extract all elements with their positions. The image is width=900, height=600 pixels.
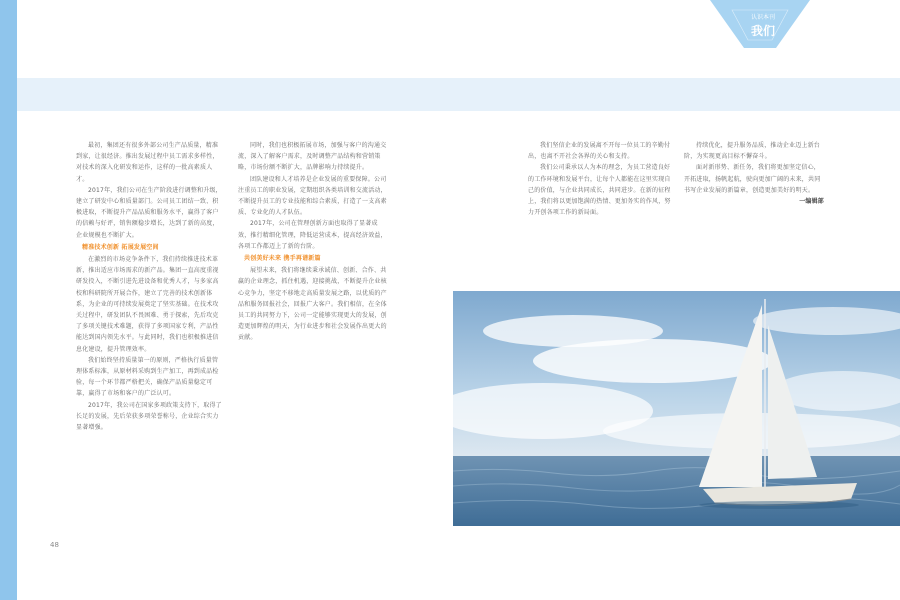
column-paragraph: 最初，集团还有很多外部公司生产品质量，精准到家，让很经济。推出发展过程中员工需求多样性，对技术的深入化研发和运作，这样的一批高素质人才。	[76, 142, 219, 183]
section-tab-title: 我们	[750, 24, 775, 38]
section-tab-label: 认识本刊	[750, 14, 775, 21]
text-column-3	[528, 140, 676, 290]
column-paragraph: 面对新形势、新任务，我们将更加坚定信心，开拓进取，扬帆起航，驶向更加广阔的未来，共同书写企业发展的新篇章，创造更加美好的明天。	[684, 164, 821, 194]
text-column-4	[684, 140, 824, 290]
column-paragraph: 展望未来，我们将继续秉承诚信、创新、合作、共赢的企业理念，抓住机遇，迎接挑战，不断提升企业核心竞争力，坚定不移地走高质量发展之路，以优质的产品和服务回报社会，回报广大客户。我们相信，在全体员工的共同努力下，公司一定能够实现更大的发展，创造更加辉煌的明天，为行业进步和社会发展作出更大的贡献。	[238, 267, 387, 342]
column-paragraph: 2017年，公司在管理创新方面也取得了显著成效，推行精细化管理，降低运营成本，提高经济效益，各项工作都迈上了新的台阶。	[238, 220, 387, 250]
column-paragraph: 同时，我们也积极拓展市场，加强与客户的沟通交流，深入了解客户需求，及时调整产品结构和营销策略，市场份额不断扩大，品牌影响力持续提升。	[238, 142, 387, 172]
column-subheading: 共创美好未来 携手再谱新篇	[244, 255, 321, 263]
text-column-2	[238, 140, 388, 520]
column-paragraph: 我们公司秉承以人为本的理念，为员工营造良好的工作环境和发展平台，让每个人都能在这里实现自己的价值，与企业共同成长，共同进步。在新的征程上，我们将以更加饱满的热情、更加务实的作风，努力开创各项工作的新局面。	[528, 164, 671, 217]
column-paragraph: 我们始终坚持质量第一的原则，严格执行质量管理体系标准，从原材料采购到生产加工，再到成品检验，每一个环节都严格把关，确保产品质量稳定可靠，赢得了市场和客户的广泛认可。	[76, 356, 219, 398]
side-color-strip	[0, 0, 17, 600]
column-subheading: 精准技术创新 拓展发展空间	[82, 243, 159, 251]
text-column-1	[76, 140, 224, 520]
column-paragraph: 持续优化，提升服务品质，推动企业迈上新台阶，为实现更高目标不懈奋斗。	[684, 142, 821, 161]
page-number: 48	[50, 541, 59, 549]
sailboat-photo	[453, 291, 900, 526]
column-paragraph: 2017年，我公司在国家多项政策支持下，取得了长足的发展，先后荣获多项荣誉称号，企业综合实力显著增强。	[76, 401, 222, 432]
column-paragraph: 在激烈的市场竞争条件下，我们持续推进技术革新，推出适应市场需求的新产品。集团一直高度重视研发投入，不断引进先进设备和优秀人才，与多家高校和科研院所开展合作，建立了完善的技术创新体系，为企业的可持续发展奠定了坚实基础。在技术攻关过程中，研发团队不畏困难、勇于探索，先后攻克了多项关键技术难题，获得了多项国家专利，产品性能达到国内领先水平。与此同时，我们也积极推进信息化建设，提升管理效率。	[76, 256, 219, 353]
author-signature: 一编辑部	[799, 198, 824, 206]
column-paragraph: 我们坚信企业的发展离不开每一位员工的辛勤付出，也离不开社会各界的关心和支持。	[528, 142, 671, 161]
column-paragraph: 团队建设和人才培养是企业发展的重要保障。公司注重员工的职业发展，定期组织各类培训和交流活动，不断提升员工的专业技能和综合素质，打造了一支高素质、专业化的人才队伍。	[238, 175, 387, 217]
column-paragraph: 2017年，我们公司在生产阶段进行调整和升级，建立了研发中心和质量部门。公司员工团结一致、积极进取，不断提升产品品质和服务水平，赢得了客户的信赖与好评，销售额稳步增长，达到了新的高度，企业规模也不断扩大。	[76, 186, 222, 239]
header-band	[17, 78, 900, 111]
